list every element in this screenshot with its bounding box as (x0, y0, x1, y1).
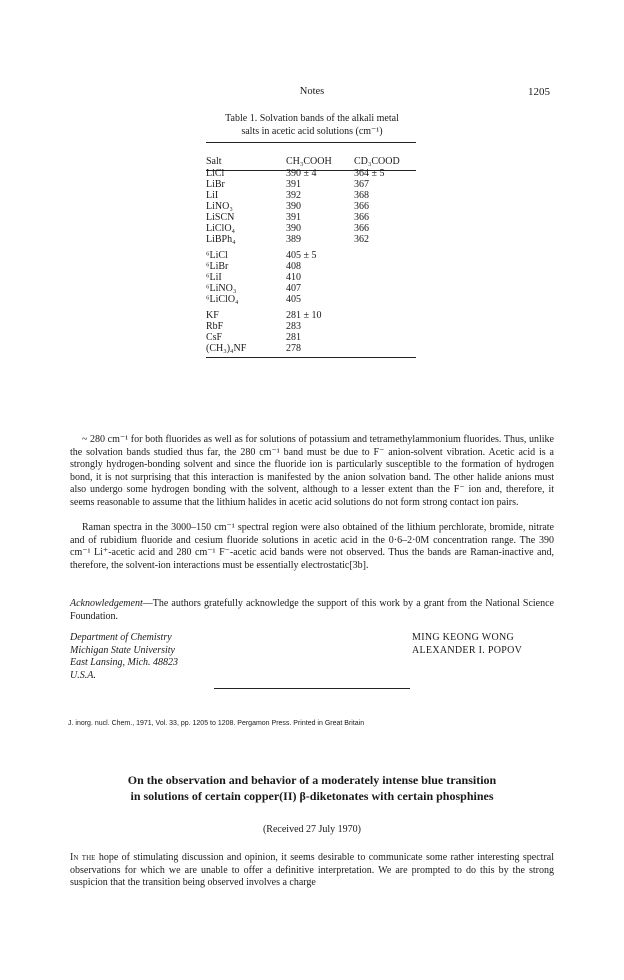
salt-cell: ⁶LiBr (206, 261, 229, 272)
salt-cell: RbF (206, 321, 224, 332)
salt-cell: LiI (206, 190, 219, 201)
ch3cooh-cell: 407 (286, 283, 301, 294)
article-opening-paragraph (70, 852, 554, 890)
table-caption (150, 112, 474, 138)
salt-cell: LiNO₃ (206, 201, 233, 212)
address-line: Department of Chemistry (70, 632, 172, 643)
table-row (206, 321, 414, 332)
cd3cood-cell (354, 261, 414, 272)
cd3cood-cell (354, 283, 414, 294)
table-row (206, 272, 414, 283)
ch3cooh-cell: 390 (286, 223, 301, 234)
ch3cooh-cell: 392 (286, 190, 301, 201)
ch3cooh-cell: 391 (286, 179, 301, 190)
cd3cood-cell: 362 (354, 234, 369, 245)
table-row (206, 261, 414, 272)
column-header: CH₃COOH (286, 155, 332, 167)
salt-cell: ⁶LiI (206, 272, 222, 283)
running-title: Notes (299, 86, 325, 97)
table-row (206, 168, 414, 179)
lead-in: In the (70, 852, 96, 863)
table-bottom-rule (206, 357, 416, 358)
opening-text: hope of stimulating discussion and opinion, it seems desirable to communicate some rather interesting spectral observations for which we are unable to offer a definitive interpretation. We are prompted to do this by the strong suspicion that the transition being observed involves a charge (70, 852, 554, 889)
author-name: MING KEONG WONG (412, 632, 515, 643)
section-divider (214, 688, 410, 689)
cd3cood-cell (354, 343, 414, 354)
table-caption-line-1: Table 1. Solvation bands of the alkali metal (225, 113, 399, 124)
ch3cooh-cell: 405 ± 5 (286, 250, 317, 261)
ch3cooh-cell: 281 (286, 332, 301, 343)
ch3cooh-cell: 391 (286, 212, 301, 223)
salt-cell: ⁶LiClO₄ (206, 294, 239, 305)
cd3cood-cell: 366 (354, 212, 369, 223)
cd3cood-cell (354, 305, 414, 321)
salt-cell: CsF (206, 332, 223, 343)
cd3cood-cell (354, 321, 414, 332)
cd3cood-cell (354, 294, 414, 305)
article-title (70, 772, 554, 804)
table-body (206, 168, 414, 354)
page-number: 1205 (528, 86, 550, 98)
salt-cell: ⁶LiNO₃ (206, 283, 237, 294)
paragraph-raman-spectra: Raman spectra in the 3000–150 cm⁻¹ spectral region were also obtained of the lithium perchlorate, bromide, nitrate and of rubidium fluoride and cesium fluoride solutions in acetic acid in the 0·6–2·0M concentration range. The 390 cm⁻¹ Li⁺-acetic acid and 280 cm⁻¹ F⁻-acetic acid bands were not observed. Thus the bands are Raman-inactive and, therefore, the solvent-ion interactions must be essentially electrostatic[3b]. (70, 522, 554, 571)
table-row (206, 283, 414, 294)
acknowledgement-text: —The authors gratefully acknowledge the support of this work by a grant from the National Science Foundation. (70, 598, 554, 622)
table-row (206, 234, 414, 245)
author-address (70, 632, 178, 682)
acknowledgement (70, 598, 554, 623)
solvation-table (206, 154, 414, 354)
cd3cood-cell (354, 332, 414, 343)
table-row (206, 305, 414, 321)
cd3cood-cell: 366 (354, 201, 369, 212)
author-names (412, 632, 522, 657)
cd3cood-cell (354, 272, 414, 283)
ch3cooh-cell: 278 (286, 343, 301, 354)
received-date: (Received 27 July 1970) (262, 824, 362, 835)
ch3cooh-cell: 389 (286, 234, 301, 245)
address-line: U.S.A. (70, 669, 96, 681)
cd3cood-cell: 364 ± 5 (354, 168, 385, 179)
salt-cell: LiBr (206, 179, 225, 190)
salt-cell: LiCl (206, 168, 225, 179)
ch3cooh-cell: 390 (286, 201, 301, 212)
table-row (206, 294, 414, 305)
column-header: CD₃COOD (354, 155, 400, 167)
acknowledgement-label: Acknowledgement (70, 598, 143, 609)
salt-cell: KF (206, 310, 219, 321)
journal-citation: J. inorg. nucl. Chem., 1971, Vol. 33, pp. 1205 to 1208. Pergamon Press. Printed in Great Britain (68, 720, 365, 727)
address-line: Michigan State University (70, 644, 175, 656)
table-row (206, 223, 414, 234)
paragraph-fluoride-discussion: ~ 280 cm⁻¹ for both fluorides as well as for solutions of potassium and tetramethylammonium fluorides. Thus, unlike the solvation bands studied thus far, the 280 cm⁻¹ band must be due to F⁻ anion-solvent vibration. Acetic acid is a strongly hydrogen-bonding solvent and since the fluoride ion is particularly susceptible to the formation of hydrogen bond, it is not surprising that this interaction is manifested by the anion solvation band. The other halide anions must also undergo some hydrogen bonding with the solvent, although to a lesser extent than the F⁻ ion and, therefore, it seems reasonable to assume that the lithium halides in acetic acid solutions do not form strong contact ion pairs. (70, 434, 554, 508)
author-name: ALEXANDER I. POPOV (412, 644, 523, 656)
table-row (206, 201, 414, 212)
table-row (206, 332, 414, 343)
column-header: Salt (206, 155, 222, 167)
article-title-line-2: in solutions of certain copper(II) β-diketonates with certain phosphines (130, 789, 494, 803)
salt-cell: ⁶LiCl (206, 250, 228, 261)
cd3cood-cell: 367 (354, 179, 369, 190)
table-row (206, 245, 414, 261)
ch3cooh-cell: 281 ± 10 (286, 310, 322, 321)
cd3cood-cell: 366 (354, 223, 369, 234)
table-top-rule (206, 142, 416, 143)
ch3cooh-cell: 408 (286, 261, 301, 272)
article-title-line-1: On the observation and behavior of a moderately intense blue transition (127, 773, 497, 787)
table-caption-line-2: salts in acetic acid solutions (cm⁻¹) (241, 126, 383, 137)
ch3cooh-cell: 410 (286, 272, 301, 283)
table-header-row (206, 154, 414, 168)
table-row (206, 212, 414, 223)
table-row (206, 343, 414, 354)
address-line: East Lansing, Mich. 48823 (70, 657, 179, 669)
salt-cell: LiSCN (206, 212, 235, 223)
ch3cooh-cell: 390 ± 4 (286, 168, 317, 179)
table-row (206, 179, 414, 190)
salt-cell: (CH₃)₄NF (206, 343, 247, 354)
salt-cell: LiClO₄ (206, 223, 236, 234)
ch3cooh-cell: 405 (286, 294, 301, 305)
table-row (206, 190, 414, 201)
cd3cood-cell: 368 (354, 190, 369, 201)
salt-cell: LiBPh₄ (206, 234, 236, 245)
cd3cood-cell (354, 245, 414, 261)
ch3cooh-cell: 283 (286, 321, 301, 332)
